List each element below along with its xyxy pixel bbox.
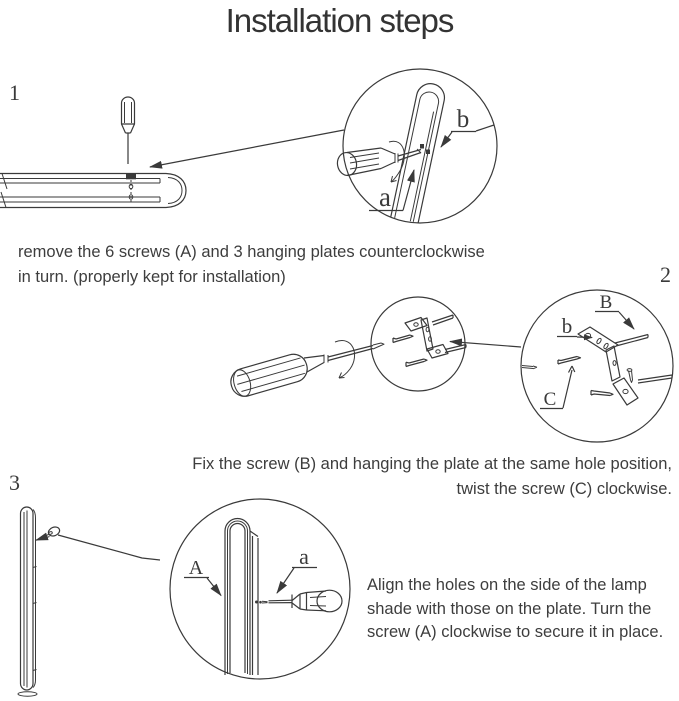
label-C-text: C bbox=[543, 389, 557, 410]
step2-big-circle bbox=[521, 290, 673, 442]
screw-step3 bbox=[36, 525, 61, 540]
step2-small-circle bbox=[371, 297, 465, 391]
screw-small-bottom bbox=[406, 359, 427, 367]
step1-leader-arrow bbox=[150, 130, 344, 167]
screw-small-left bbox=[393, 335, 413, 343]
label-b2 bbox=[557, 314, 592, 338]
step3-instruction bbox=[367, 574, 677, 645]
screw-bottom-left bbox=[591, 391, 613, 396]
label-C bbox=[540, 366, 575, 410]
step1-instruction-line2: in turn. (properly kept for installation) bbox=[18, 267, 286, 286]
screw-edge-left bbox=[522, 366, 537, 369]
lamp-shade-horizontal bbox=[0, 174, 186, 208]
step2-number: 2 bbox=[660, 262, 671, 287]
step3-leader-line bbox=[58, 535, 160, 560]
step2-diagram bbox=[200, 258, 679, 455]
label-b-text: b bbox=[456, 106, 470, 133]
step1-instruction-line1: remove the 6 screws (A) and 3 hanging plates counterclockwise bbox=[18, 243, 485, 261]
label-a bbox=[369, 170, 414, 212]
label-A-text: A bbox=[188, 557, 204, 579]
hanging-plate-small bbox=[393, 315, 466, 367]
step3-diagram bbox=[0, 468, 365, 701]
step3-magnifier-circle bbox=[170, 499, 350, 679]
step3-instruction-line1: Align the holes on the side of the lamp bbox=[367, 576, 647, 594]
screwdriver-step3 bbox=[269, 590, 343, 612]
step2-instruction-line1: Fix the screw (B) and hanging the plate at the same hole position, bbox=[192, 455, 672, 473]
label-b bbox=[441, 106, 494, 147]
screw-on-lamp bbox=[126, 174, 136, 204]
step2-instruction-line2: twist the screw (C) clockwise. bbox=[456, 479, 672, 498]
magnified-screw bbox=[417, 144, 430, 154]
page-title: Installation steps bbox=[225, 2, 454, 39]
label-A bbox=[184, 557, 221, 596]
step3-instruction-line3: screw (A) clockwise to secure it in place. bbox=[367, 623, 664, 641]
screw-left-mid bbox=[558, 357, 581, 365]
lamp-shade-vertical bbox=[18, 507, 37, 696]
label-B bbox=[595, 292, 634, 329]
magnified-screw-step3 bbox=[255, 601, 268, 604]
label-a-text: a bbox=[379, 182, 391, 212]
screw-vertical-small bbox=[627, 369, 632, 383]
step1-diagram bbox=[0, 52, 679, 238]
magnified-lamp-edge-step3 bbox=[225, 519, 258, 676]
label-a3 bbox=[277, 544, 317, 593]
label-b2-text: b bbox=[561, 314, 573, 338]
label-B-text: B bbox=[599, 292, 613, 313]
label-a3-text: a bbox=[299, 544, 309, 569]
rotation-arrow-step2 bbox=[335, 341, 355, 378]
screwdriver-vertical bbox=[122, 97, 135, 164]
magnified-lamp-edge bbox=[391, 81, 447, 223]
step3-instruction-line2: shade with those on the plate. Turn the bbox=[367, 599, 652, 618]
screwdriver-step2 bbox=[228, 343, 384, 399]
step1-number: 1 bbox=[9, 80, 20, 105]
step3-number: 3 bbox=[9, 470, 20, 495]
